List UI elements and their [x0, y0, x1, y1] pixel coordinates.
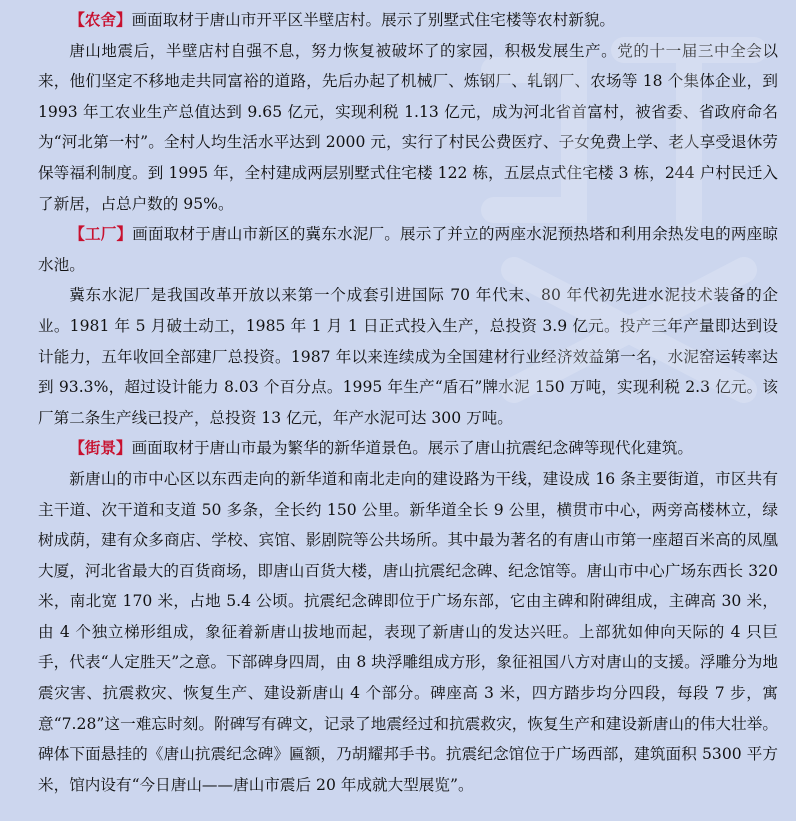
section-body: 唐山地震后，半壁店村自强不息，努力恢复被破坏了的家园，积极发展生产。党的十一届三中全会以来，他们坚定不移地走共同富裕的道路，先后办起了机械厂、炼钢厂、轧钢厂、农场等 18 个集体企业，到 1993 年工农业生产总值达到 9.65 亿元，实现利税 1.13 亿元，成为河北省首富村，被省委、省政府命名为“河北第一村”。全村人均生活水平达到 2000 元，实行了村民公费医疗、子女免费上学、老人享受退休劳保等福利制度。到 1995 年，全村建成两层别墅式住宅楼 122 栋，五层点式住宅楼 3 栋，244 户村民迁入了新居，占总户数的 95%。	[38, 41, 778, 213]
section-tag: 【工厂】	[69, 224, 133, 244]
section-street	[38, 433, 778, 800]
section-factory	[38, 219, 778, 433]
section-tag: 【农舍】	[69, 10, 132, 29]
section-intro-text: 画面取材于唐山市最为繁华的新华道景色。展示了唐山抗震纪念碑等现代化建筑。	[131, 439, 693, 458]
section-intro	[38, 433, 778, 464]
section-intro-text: 画面取材于唐山市新区的冀东水泥厂。展示了并立的两座水泥预热塔和利用余热发电的两座晾水池。	[38, 225, 778, 274]
section-farmhouse	[38, 5, 778, 219]
section-body: 新唐山的市中心区以东西走向的新华道和南北走向的建设路为干线，建设成 16 条主要街道，市区共有主干道、次干道和支道 50 多条，全长约 150 公里。新华道全长 9 公里，横贯市中心，两旁高楼林立，绿树成荫，建有众多商店、学校、宾馆、影剧院等公共场所。其中最为著名的有唐山市第一座超百米高的凤凰大厦，河北省最大的百货商场，即唐山百货大楼，唐山抗震纪念碑、纪念馆等。唐山市中心广场东西长 320 米，南北宽 170 米，占地 5.4 公顷。抗震纪念碑即位于广场东部，它由主碑和附碑组成，主碑高 30 米，由 4 个独立梯形组成，象征着新唐山拔地而起，表现了新唐山的发达兴旺。上部犹如伸向天际的 4 只巨手，代表“人定胜天”之意。下部碑身四周，由 8 块浮雕组成方形，象征祖国八方对唐山的支援。浮雕分为地震灾害、抗震救灾、恢复生产、建设新唐山 4 个部分。碑座高 3 米，四方踏步均分四段，每段 7 步，寓意“7.28”这一难忘时刻。附碑写有碑文，记录了地震经过和抗震救灾，恢复生产和建设新唐山的伟大壮举。碑体下面悬挂的《唐山抗震纪念碑》匾额，乃胡耀邦手书。抗震纪念馆位于广场西部，建筑面积 5300 平方米，馆内设有“今日唐山——唐山市震后 20 年成就大型展览”。	[38, 469, 778, 794]
section-intro-text: 画面取材于唐山市开平区半壁店村。展示了别墅式住宅楼等农村新貌。	[131, 11, 615, 29]
section-intro	[38, 219, 778, 280]
section-intro	[38, 5, 778, 36]
section-body: 冀东水泥厂是我国改革开放以来第一个成套引进国际 70 年代末、80 年代初先进水泥技术装备的企业。1981 年 5 月破土动工，1985 年 1 月 1 日正式投入生产，总投资 3.9 亿元。投产三年产量即达到设计能力，五年收回全部建厂总投资。1987 年以来连续成为全国建材行业经济效益第一名，水泥窑运转率达到 93.3%，超过设计能力 8.03 个百分点。1995 年生产“盾石”牌水泥 150 万吨，实现利税 2.3 亿元。该厂第二条生产线已投产，总投资 13 亿元，年产水泥可达 300 万吨。	[38, 286, 778, 427]
section-tag: 【街景】	[69, 438, 132, 458]
